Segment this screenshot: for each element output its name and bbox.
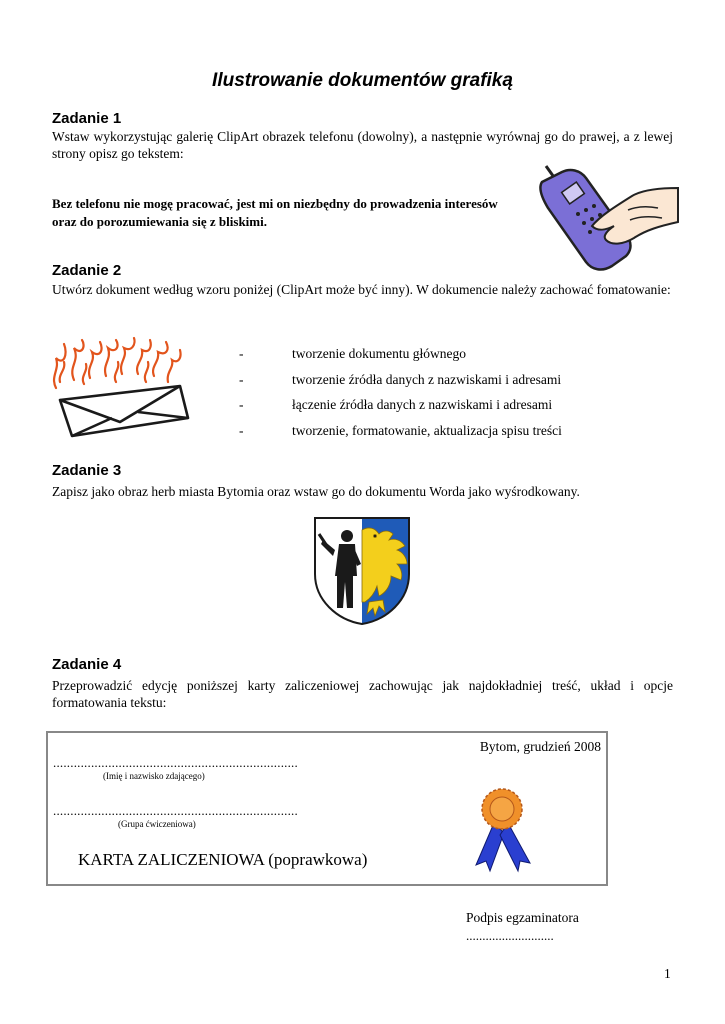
name-dots-line: ....................................................................... [53,755,298,770]
task4-text: Przeprowadzić edycję poniższej karty zaliczeniowej zachowując jak najdokładniej treść, układ i opcje formatowania tekstu: [52,678,673,710]
group-caption: (Grupa ćwiczeniowa) [118,819,196,829]
page-title: Ilustrowanie dokumentów grafiką [212,70,513,91]
task3-heading: Zadanie 3 [52,462,122,479]
signature-dots: ........................... [466,928,554,943]
page-number: 1 [664,966,671,981]
task1-text: Wstaw wykorzystując galerię ClipArt obrazek telefonu (dowolny), a następnie wyrównaj go do prawej, a z lewej strony opisz go tekstem: [52,129,673,161]
list-item-text: tworzenie, formatowanie, aktualizacja spisu treści [292,422,562,438]
list-item-text: tworzenie dokumentu głównego [292,346,466,361]
list-item-text: łączenie źródła danych z nazwiskami i adresami [292,397,553,412]
phone-clipart-image [528,164,680,274]
group-dots-line: ....................................................................... [53,803,298,818]
hand-icon [592,188,678,244]
award-ribbon-image [470,787,540,873]
task4-heading: Zadanie 4 [52,656,122,673]
list-dash: - [239,346,244,361]
task2-heading: Zadanie 2 [52,262,122,279]
list-dash: - [239,371,244,387]
task3-text: Zapisz jako obraz herb miasta Bytomia oraz wstaw go do dokumentu Worda jako wyśrodkowany. [52,484,580,499]
shield-icon [313,516,411,626]
task1-bold-text: Bez telefonu nie mogę pracować, jest mi on niezbędny do prowadzenia interesów oraz do porozumiewania się z bliskimi. [52,196,498,229]
name-caption: (Imię i nazwisko zdającego) [103,771,205,781]
envelope-icon [60,386,188,436]
ribbon-icon [476,823,530,871]
card-title: KARTA ZALICZENIOWA (poprawkowa) [78,850,368,869]
envelope-clipart-image [46,336,196,440]
bytom-coat-of-arms-image [313,516,411,626]
card-date: Bytom, grudzień 2008 [479,739,601,754]
grade-card [46,731,608,886]
list-item-text: tworzenie źródła danych z nazwiskami i adresami [292,371,562,387]
task1-heading: Zadanie 1 [52,110,122,127]
rosette-icon [482,789,522,829]
list-dash: - [239,422,244,438]
task2-text: Utwórz dokument według wzoru poniżej (ClipArt może być inny). W dokumencie należy zachować fomatowanie: [52,282,671,297]
flames-icon [54,338,180,388]
signature-label: Podpis egzaminatora [466,910,579,925]
list-dash: - [239,397,244,412]
